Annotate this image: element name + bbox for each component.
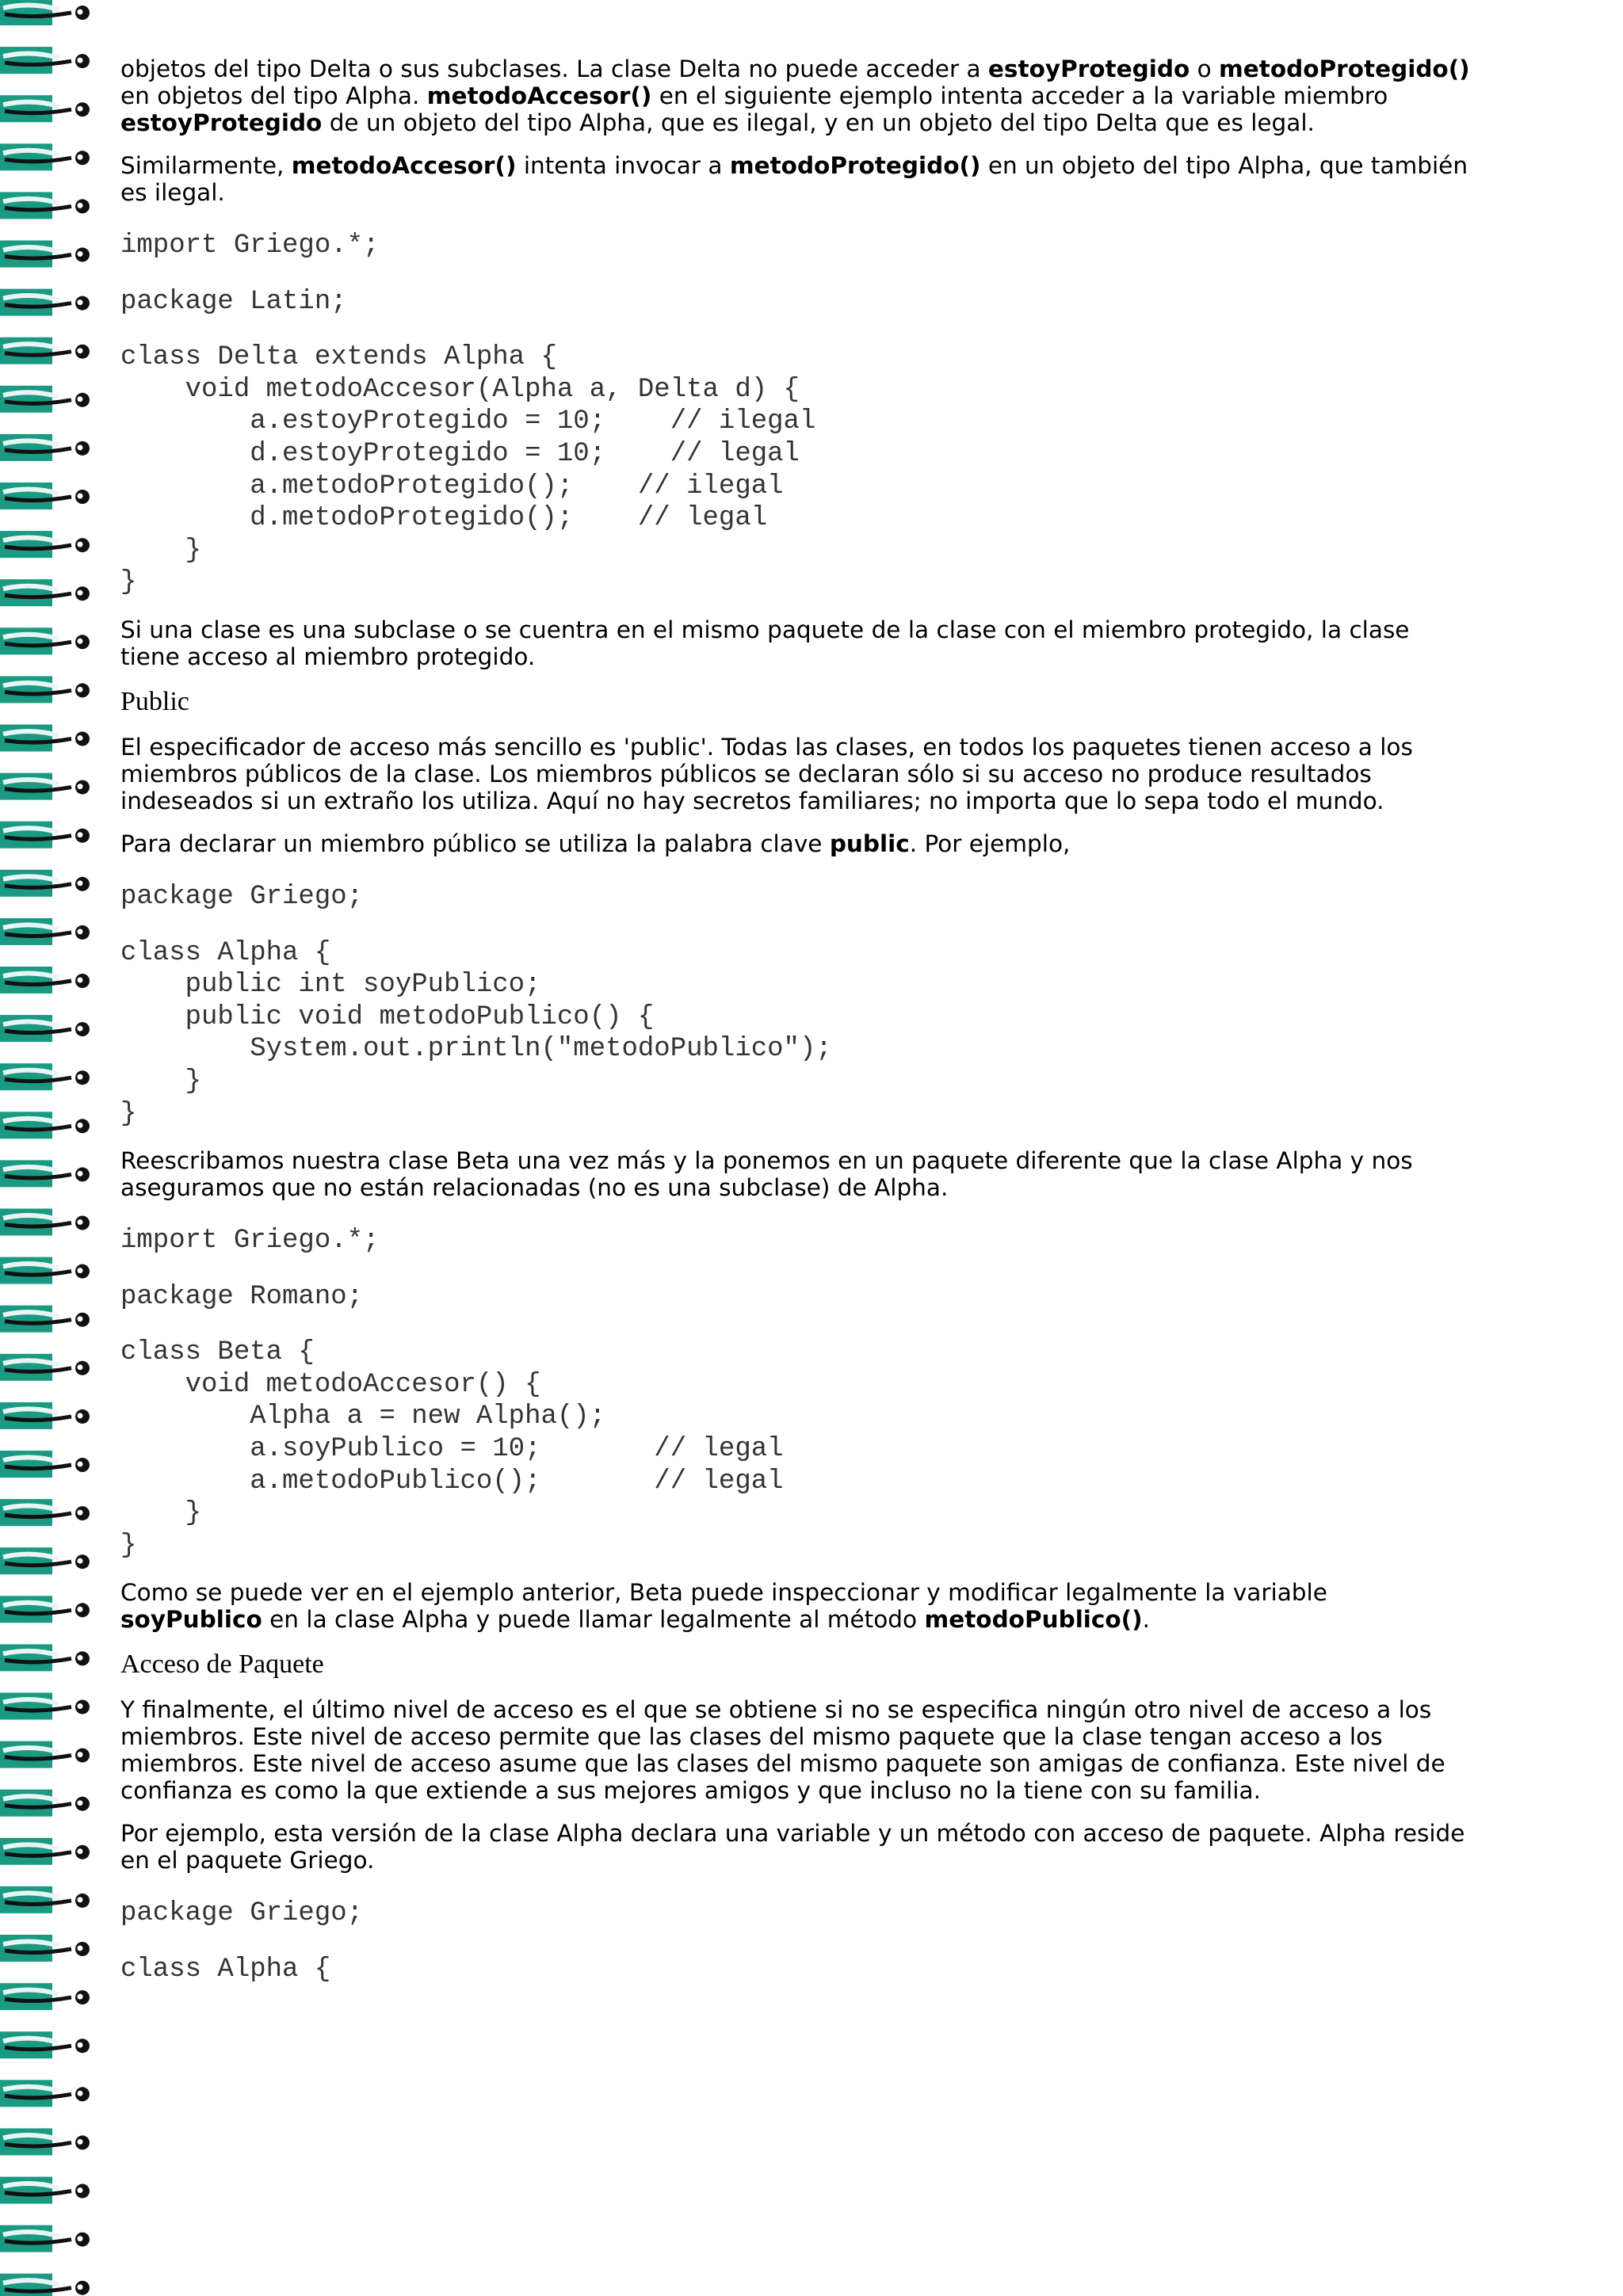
spiral-rings [0, 0, 90, 2296]
spiral-ring [0, 2080, 90, 2107]
spiral-ring [0, 918, 90, 945]
paragraph-protected-intro: objetos del tipo Delta o sus subclases. La clase Delta no puede acceder a estoyProtegido o metodoProtegido() en objetos del tipo Alpha. metodoAccesor() en el siguiente ejemplo intenta acceder a la variable miembro estoyProtegido de un objeto del tipo Alpha, que es ilegal, y en un objeto del tipo Delta que es legal. [120, 55, 1470, 136]
spiral-ring [0, 482, 90, 509]
spiral-ring [0, 1354, 90, 1381]
spiral-ring [0, 1015, 90, 1042]
spiral-ring [0, 1547, 90, 1574]
spiral-ring [0, 1741, 90, 1768]
paragraph-package-level: Y finalmente, el último nivel de acceso es el que se obtiene si no se especifica ningún otro nivel de acceso a los miembros. Este nivel de acceso permite que las clases del mismo paquete que la clase tengan acceso a los miembros. Este nivel de acceso asume que las clases del mismo paquete son amigas de confianza. Este nivel de confianza es como la que extiende a sus mejores amigos y que incluso no la tiene con su familia. [120, 1696, 1445, 1805]
paragraph-similarly: Similarmente, metodoAccesor() intenta invocar a metodoProtegido() en un objeto del tipo Alpha, que también es ilegal. [120, 152, 1468, 206]
spiral-ring [0, 822, 90, 849]
spiral-ring [0, 1693, 90, 1720]
page-content [120, 55, 1476, 2004]
spiral-ring [0, 627, 90, 654]
spiral-ring [0, 47, 90, 74]
spiral-ring [0, 773, 90, 800]
spiral-ring [0, 1838, 90, 1865]
paragraph-public-description: El especificador de acceso más sencillo es 'public'. Todas las clases, en todos los paquetes tienen acceso a los miembros públicos de la clase. Los miembros públicos se declaran sólo si su acceso no produce resultados indeseados si un extraño los utiliza. Aquí no hay secretos familiares; no importa que lo sepa todo el mundo. [120, 733, 1413, 814]
paragraph-rewrite-beta: Reescribamos nuestra clase Beta una vez más y la ponemos en un paquete diferente que la clase Alpha y nos aseguramos que no están relacionadas (no es una subclase) de Alpha. [120, 1147, 1413, 1202]
spiral-ring [0, 0, 90, 25]
code-package-romano: package Romano; [120, 1281, 364, 1312]
spiral-ring [0, 143, 90, 170]
spiral-ring [0, 1790, 90, 1817]
code-package-griego-2: package Griego; [120, 1898, 364, 1929]
spiral-ring [0, 725, 90, 752]
spiral-ring [0, 1644, 90, 1671]
code-import-latin: import Griego.*; [120, 231, 380, 261]
spiral-ring [0, 1063, 90, 1090]
spiral-ring [0, 192, 90, 219]
spiral-ring [0, 95, 90, 122]
spiral-ring [0, 1112, 90, 1138]
spiral-ring [0, 241, 90, 268]
spiral-ring [0, 2128, 90, 2155]
spiral-ring [0, 870, 90, 897]
spiral-ring [0, 1935, 90, 1962]
code-class-alpha-public: class Alpha { public int soyPublico; public void metodoPublico() { System.out.println("metodoPublico"); } } [120, 937, 832, 1129]
spiral-ring [0, 579, 90, 606]
spiral-ring [0, 338, 90, 364]
spiral-ring [0, 1160, 90, 1187]
code-class-delta: class Delta extends Alpha { void metodoAccesor(Alpha a, Delta d) { a.estoyProtegido = 10; // ilegal d.estoyProtegido = 10; // legal a.metodoProtegido(); // ilegal d.metodoProtegido(); // legal } } [120, 342, 816, 598]
spiral-ring [0, 1596, 90, 1623]
code-package-latin: package Latin; [120, 286, 347, 317]
spiral-ring [0, 1402, 90, 1429]
spiral-ring [0, 531, 90, 558]
spiral-ring [0, 1499, 90, 1526]
heading-package-access: Acceso de Paquete [120, 1650, 324, 1680]
heading-public: Public [120, 686, 189, 716]
spiral-ring [0, 2274, 90, 2296]
paragraph-beta-explanation: Como se puede ver en el ejemplo anterior, Beta puede inspeccionar y modificar legalmente la variable soyPublico en la clase Alpha y puede llamar legalmente al método metodoPublico(). [120, 1579, 1327, 1634]
spiral-ring [0, 1257, 90, 1284]
spiral-ring [0, 1983, 90, 2010]
notebook-spiral-binding [0, 0, 103, 2296]
code-import-romano: import Griego.*; [120, 1226, 380, 1257]
code-class-beta: class Beta { void metodoAccesor() { Alpha a = new Alpha(); a.soyPublico = 10; // legal a.metodoPublico(); // legal } } [120, 1337, 784, 1561]
spiral-ring [0, 1451, 90, 1478]
spiral-ring [0, 1209, 90, 1236]
spiral-ring [0, 967, 90, 994]
spiral-ring [0, 2225, 90, 2252]
spiral-ring [0, 289, 90, 316]
spiral-ring [0, 676, 90, 703]
spiral-ring [0, 434, 90, 461]
paragraph-public-declare: Para declarar un miembro público se utiliza la palabra clave public. Por ejemplo, [120, 830, 1071, 857]
paragraph-package-example: Por ejemplo, esta versión de la clase Alpha declara una variable y un método con acceso de paquete. Alpha reside en el paquete Griego. [120, 1820, 1465, 1875]
spiral-ring [0, 2177, 90, 2204]
spiral-ring [0, 2031, 90, 2058]
code-class-alpha-package: class Alpha { [120, 1955, 331, 1985]
spiral-ring [0, 1886, 90, 1913]
spiral-ring [0, 1306, 90, 1333]
code-package-griego: package Griego; [120, 881, 364, 912]
spiral-ring [0, 386, 90, 413]
paragraph-subclass-access: Si una clase es una subclase o se cuentra en el mismo paquete de la clase con el miembro protegido, la clase tiene acceso al miembro protegido. [120, 616, 1410, 670]
